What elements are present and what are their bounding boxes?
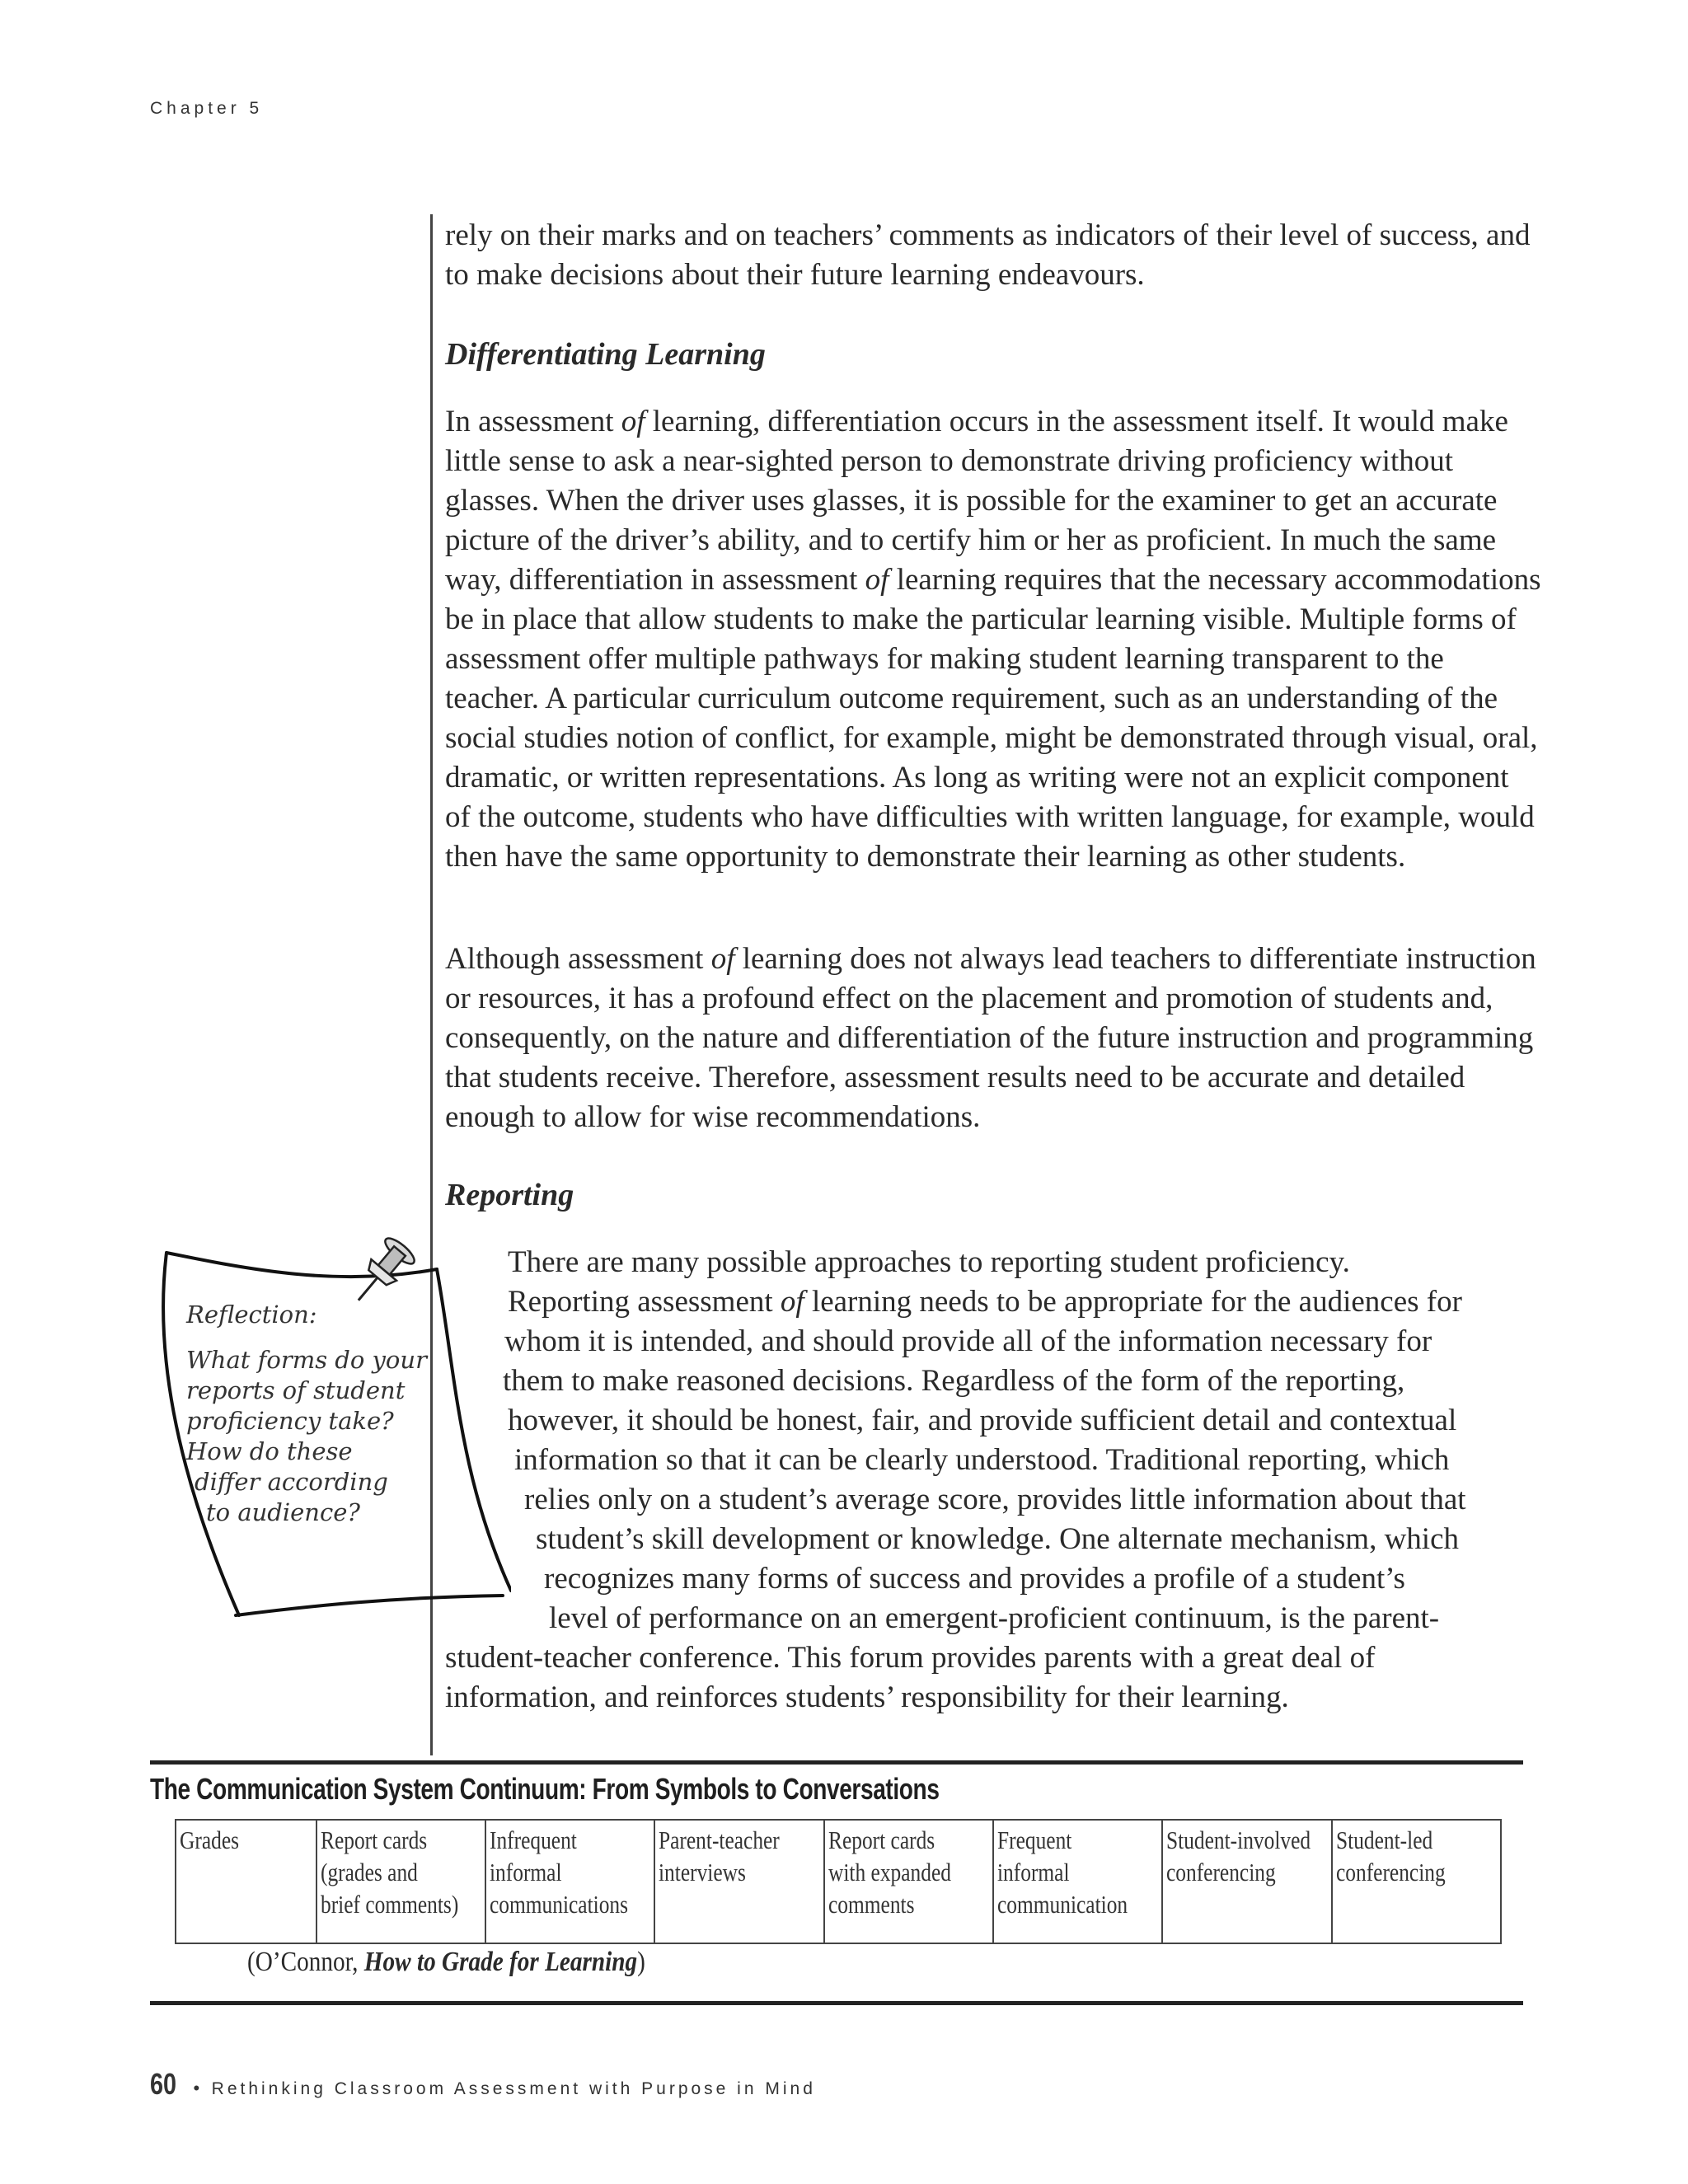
continuum-cell-text: Report cards with expanded comments <box>828 1825 951 1919</box>
continuum-cell-text: Parent-teacher interviews <box>659 1825 781 1886</box>
report-line: information, and reinforces students’ responsibility for their learning. <box>445 1680 1289 1714</box>
differentiation-paragraph-2 <box>445 940 1541 1137</box>
continuum-title: The Communication System Continuum: From Symbols to Conversations <box>150 1772 940 1806</box>
report-line: level of performance on an emergent-proficient continuum, is the parent- <box>549 1601 1440 1635</box>
p1-emphasis-of: of <box>621 405 645 438</box>
p2-text-c: learning does not always lead teachers to differentiate instruction or resources, it has a profound effect on the placement and promotion of students and, consequently, on the nature and differentiation of the future instruction and programming that students receive. Therefore, assessment results need to be accurate and detailed enough to allow for wise recommendations. <box>445 942 1536 1134</box>
report-line: whom it is intended, and should provide all of the information necessary for <box>504 1324 1432 1358</box>
book-title: Rethinking Classroom Assessment with Purpose in Mind <box>211 2079 816 2098</box>
source-suffix: ) <box>637 1947 645 1977</box>
reflection-label: Reflection: <box>186 1301 317 1329</box>
source-title: How to Grade for Learning <box>363 1947 638 1977</box>
continuum-top-rule <box>150 1760 1523 1765</box>
continuum-cell <box>485 1820 654 1943</box>
report-line: them to make reasoned decisions. Regardless of the form of the reporting, <box>503 1364 1405 1398</box>
p1-text-a: In assessment <box>445 405 621 438</box>
continuum-cell-text: Student-involved conferencing <box>1166 1825 1311 1886</box>
heading-differentiating-learning: Differentiating Learning <box>445 337 766 372</box>
reflection-question-line: What forms do your <box>186 1346 427 1374</box>
continuum-source <box>247 1947 645 1978</box>
page-number: 60 <box>150 2067 177 2101</box>
report-line: student’s skill development or knowledge. One alternate mechanism, which <box>536 1522 1459 1556</box>
reflection-question-line: proficiency take? <box>186 1407 394 1435</box>
continuum-cell <box>1332 1820 1501 1943</box>
continuum-cell <box>316 1820 485 1943</box>
footer-bullet: • <box>193 2078 200 2098</box>
continuum-cell-text: Student-led conferencing <box>1335 1825 1446 1886</box>
continuum-cell-text: Grades <box>180 1825 239 1854</box>
report-line: however, it should be honest, fair, and provide sufficient detail and contextual <box>508 1404 1457 1437</box>
source-prefix: (O’Connor, <box>247 1947 364 1977</box>
report-line-part: learning needs to be appropriate for the audiences for <box>804 1285 1462 1319</box>
continuum-bottom-rule <box>150 2001 1523 2005</box>
p2-emphasis-of: of <box>710 942 735 976</box>
reflection-question-line: How do these <box>186 1437 353 1465</box>
running-head-chapter: Chapter 5 <box>150 99 264 118</box>
reflection-question-line: differ according <box>195 1468 388 1496</box>
reflection-callout <box>186 1300 458 1528</box>
continuum-cell <box>654 1820 823 1943</box>
continuum-cell-text: Infrequent informal communications <box>490 1825 629 1919</box>
p2-text-a: Although assessment <box>445 942 711 976</box>
p1-emphasis-of-2: of <box>865 563 889 597</box>
continuum-row <box>176 1820 1501 1943</box>
continuum-table <box>175 1819 1502 1944</box>
p1-text-e: learning requires that the necessary accommodations be in place that allow students to make the particular learning visible. Multiple forms of assessment offer multiple pathways for making student learning transparent to the teacher. A particular curriculum outcome requirement, such as an understanding of the social studies notion of conflict, for example, might be demonstrated through visual, oral, dramatic, or written representations. As long as writing were not an explicit component of the outcome, students who have difficulties with written language, for example, would then have the same opportunity to demonstrate their learning as other students. <box>445 563 1541 874</box>
continuum-cell <box>824 1820 993 1943</box>
reflection-question-line: to audience? <box>206 1498 360 1526</box>
reflection-question-line: reports of student <box>186 1376 406 1404</box>
report-line-part: Reporting assessment <box>508 1285 781 1319</box>
reporting-paragraph <box>445 1243 1541 1718</box>
report-line: student-teacher conference. This forum provides parents with a great deal of <box>445 1641 1376 1675</box>
report-line: relies only on a student’s average score, provides little information about that <box>524 1483 1466 1516</box>
report-line: recognizes many forms of success and provides a profile of a student’s <box>544 1562 1405 1596</box>
intro-paragraph <box>445 216 1541 295</box>
heading-reporting: Reporting <box>445 1178 574 1212</box>
report-line <box>508 1282 1541 1322</box>
differentiation-paragraph-1 <box>445 402 1541 877</box>
continuum-cell-text: Report cards (grades and brief comments) <box>320 1825 459 1919</box>
report-emphasis-of: of <box>780 1285 804 1319</box>
continuum-cell <box>993 1820 1162 1943</box>
report-line: There are many possible approaches to reporting student proficiency. <box>508 1245 1350 1279</box>
intro-text: rely on their marks and on teachers’ comments as indicators of their level of success, and to make decisions about their future learning endeavours. <box>445 218 1531 292</box>
continuum-cell <box>176 1820 316 1943</box>
page-footer <box>150 2067 816 2102</box>
continuum-cell-text: Frequent informal communication <box>997 1825 1128 1919</box>
continuum-cell <box>1162 1820 1331 1943</box>
p1-text-c: learning, differentiation occurs in the assessment itself. It would make little sense to ask a near-sighted person to demonstrate driving proficiency without glasses. When the driver uses glasses, it is possible for the examiner to get an accurate picture of the driver’s ability, and to certify him or her as proficient. In much the same way, differentiation in assessment <box>445 405 1508 597</box>
report-line: information so that it can be clearly understood. Traditional reporting, which <box>514 1443 1450 1477</box>
